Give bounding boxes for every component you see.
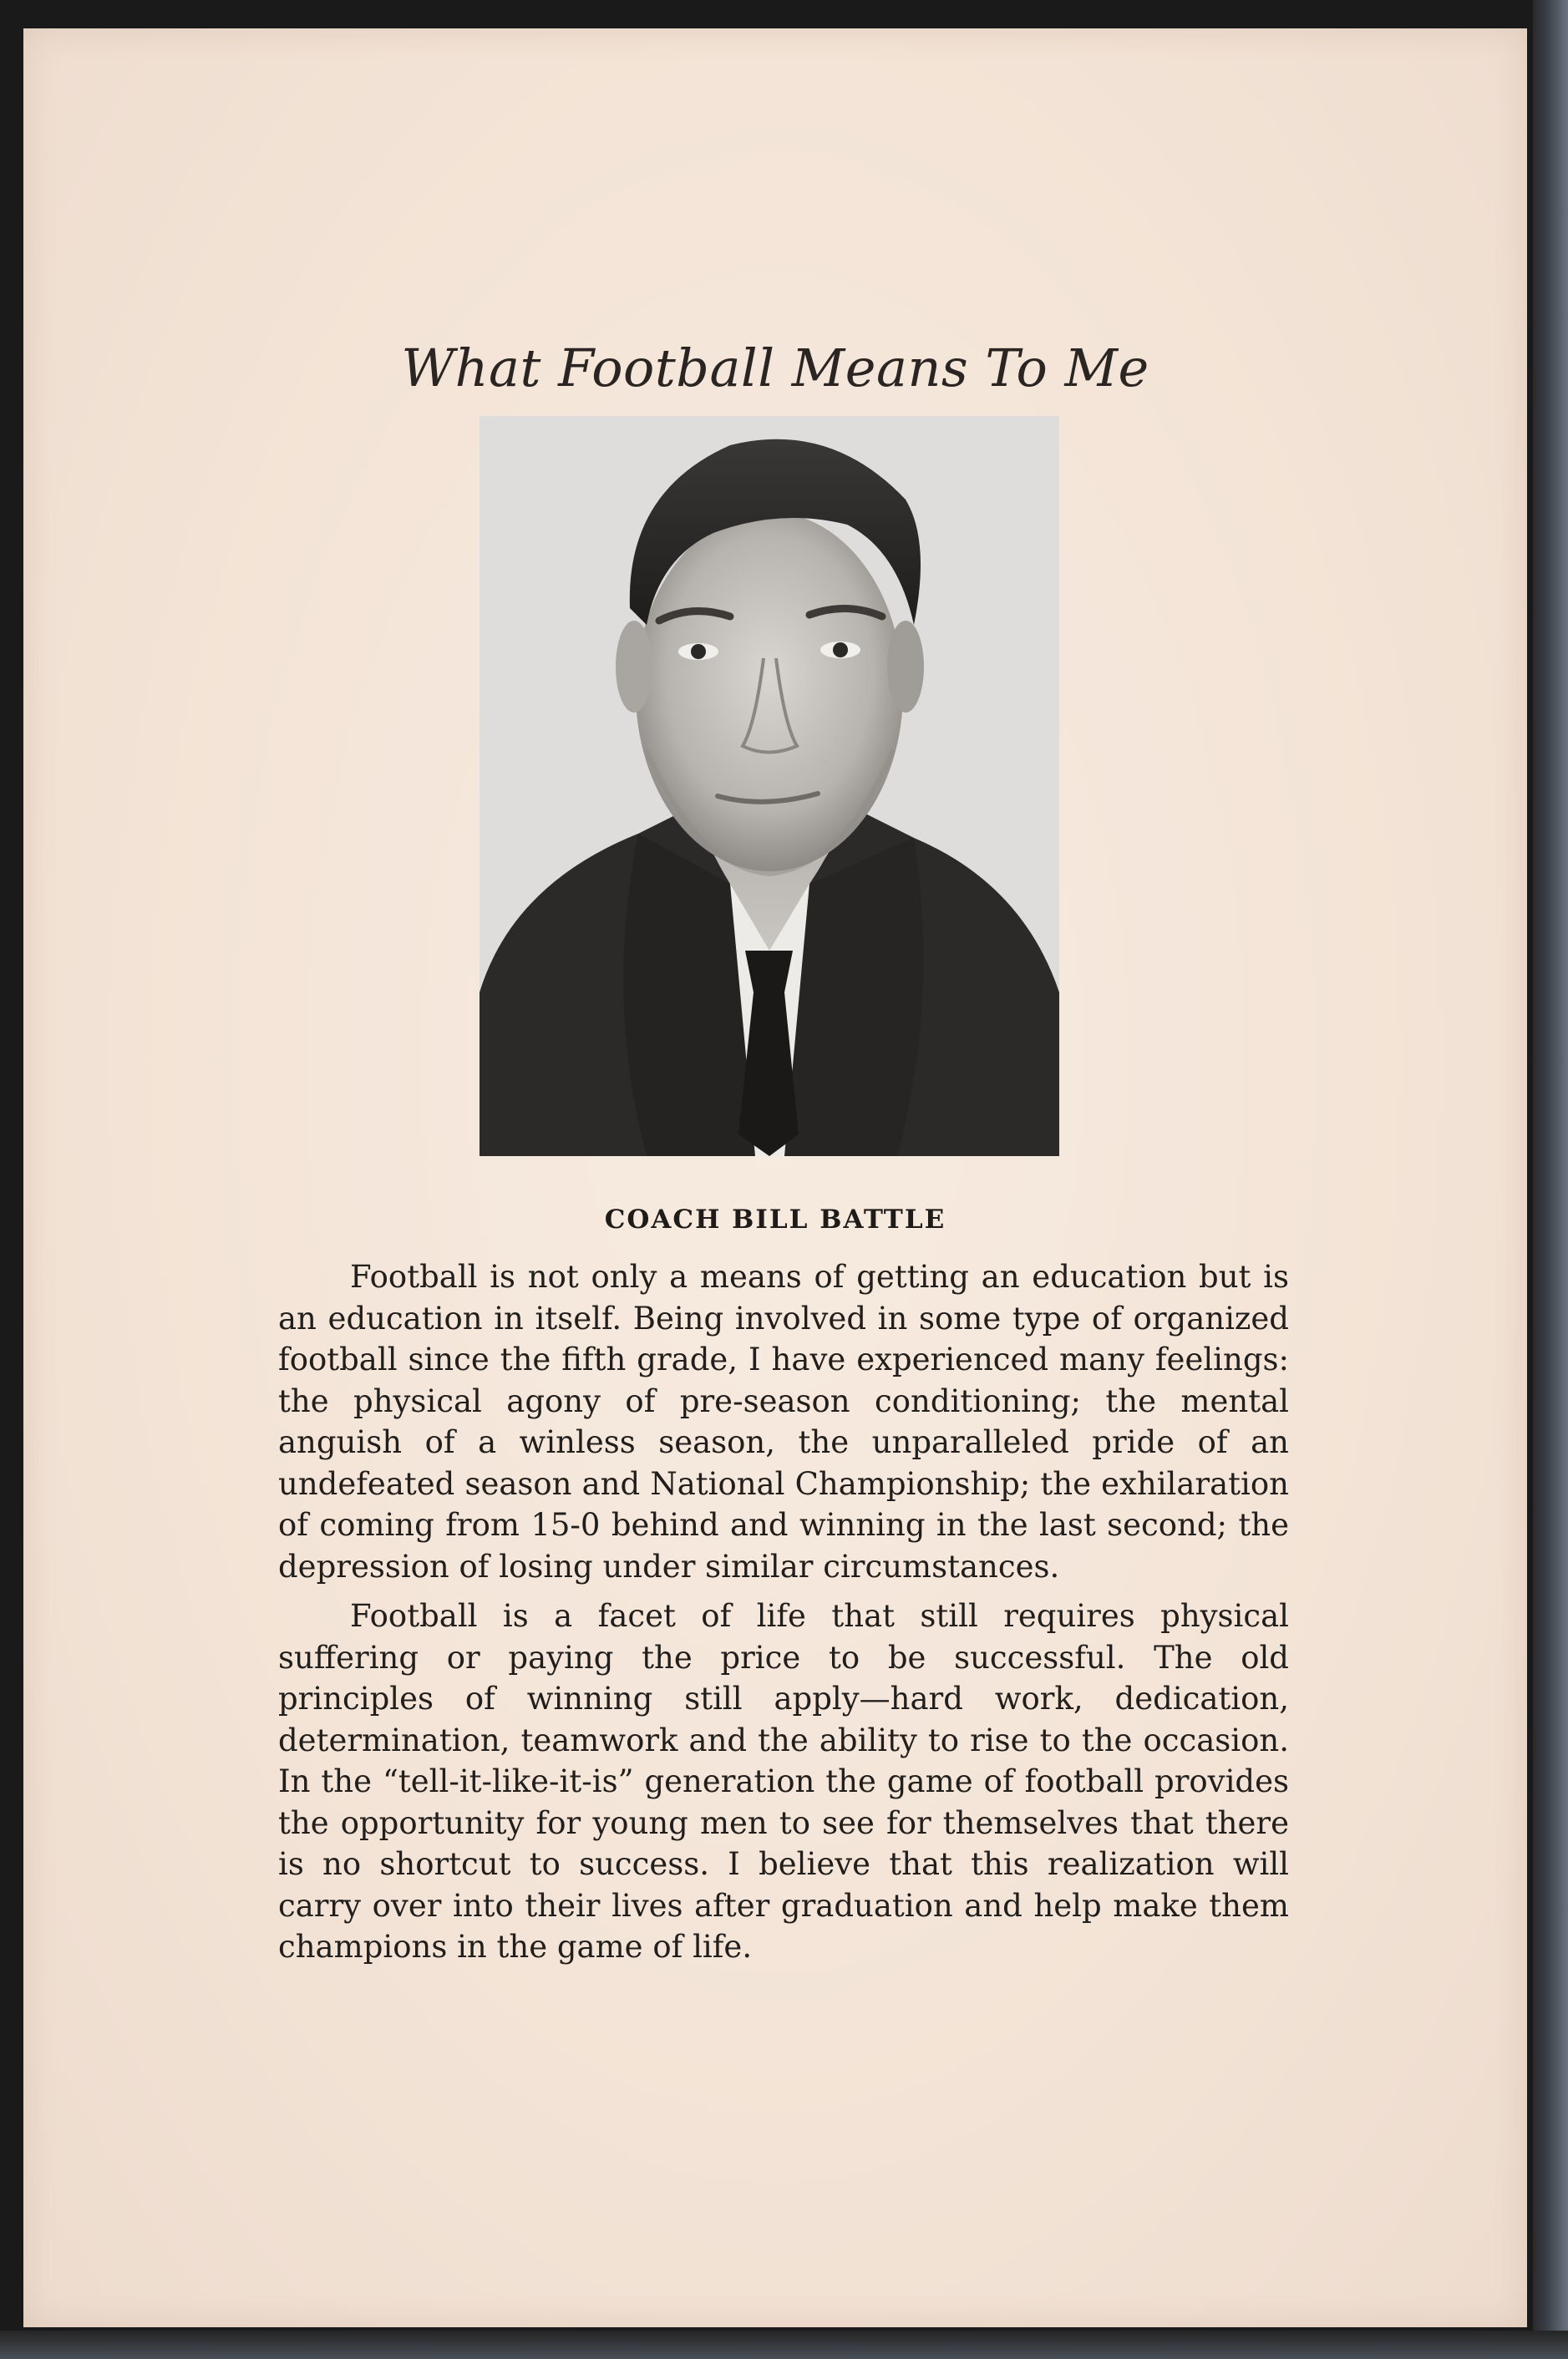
essay-paragraph-1: Football is not only a means of getting an education but is an education in itself. Being involved in some type of organized football since the fifth grade, I have experienced many feelings: the physical agony of pre-season conditioning; the mental anguish of a winless season, the unparalleled pride of an undefeated season and National Championship; the exhilaration of coming from 15-0 behind and winning in the last second; the depression of losing under similar circumstances. [278, 1259, 1289, 1585]
book-page [23, 28, 1527, 2327]
scan-background-bottom [0, 2331, 1568, 2359]
coach-portrait-photo [480, 416, 1059, 1156]
page-title: What Football Means To Me [401, 337, 1149, 398]
scan-background-edge [1533, 0, 1568, 2359]
essay-body [278, 1256, 1289, 1976]
essay-paragraph-2: Football is a facet of life that still requires physical suffering or paying the price to be successful. The old principles of winning still apply—hard work, dedication, determination, teamwork and the ability to rise to the occasion. In the “tell-it-like-it-is” generation the game of football provides the opportunity for young men to see for themselves that there is no shortcut to success. I believe that this realization will carry over into their lives after graduation and help make them champions in the game of life. [278, 1598, 1289, 1965]
photo-caption: COACH BILL BATTLE [604, 1205, 946, 1235]
